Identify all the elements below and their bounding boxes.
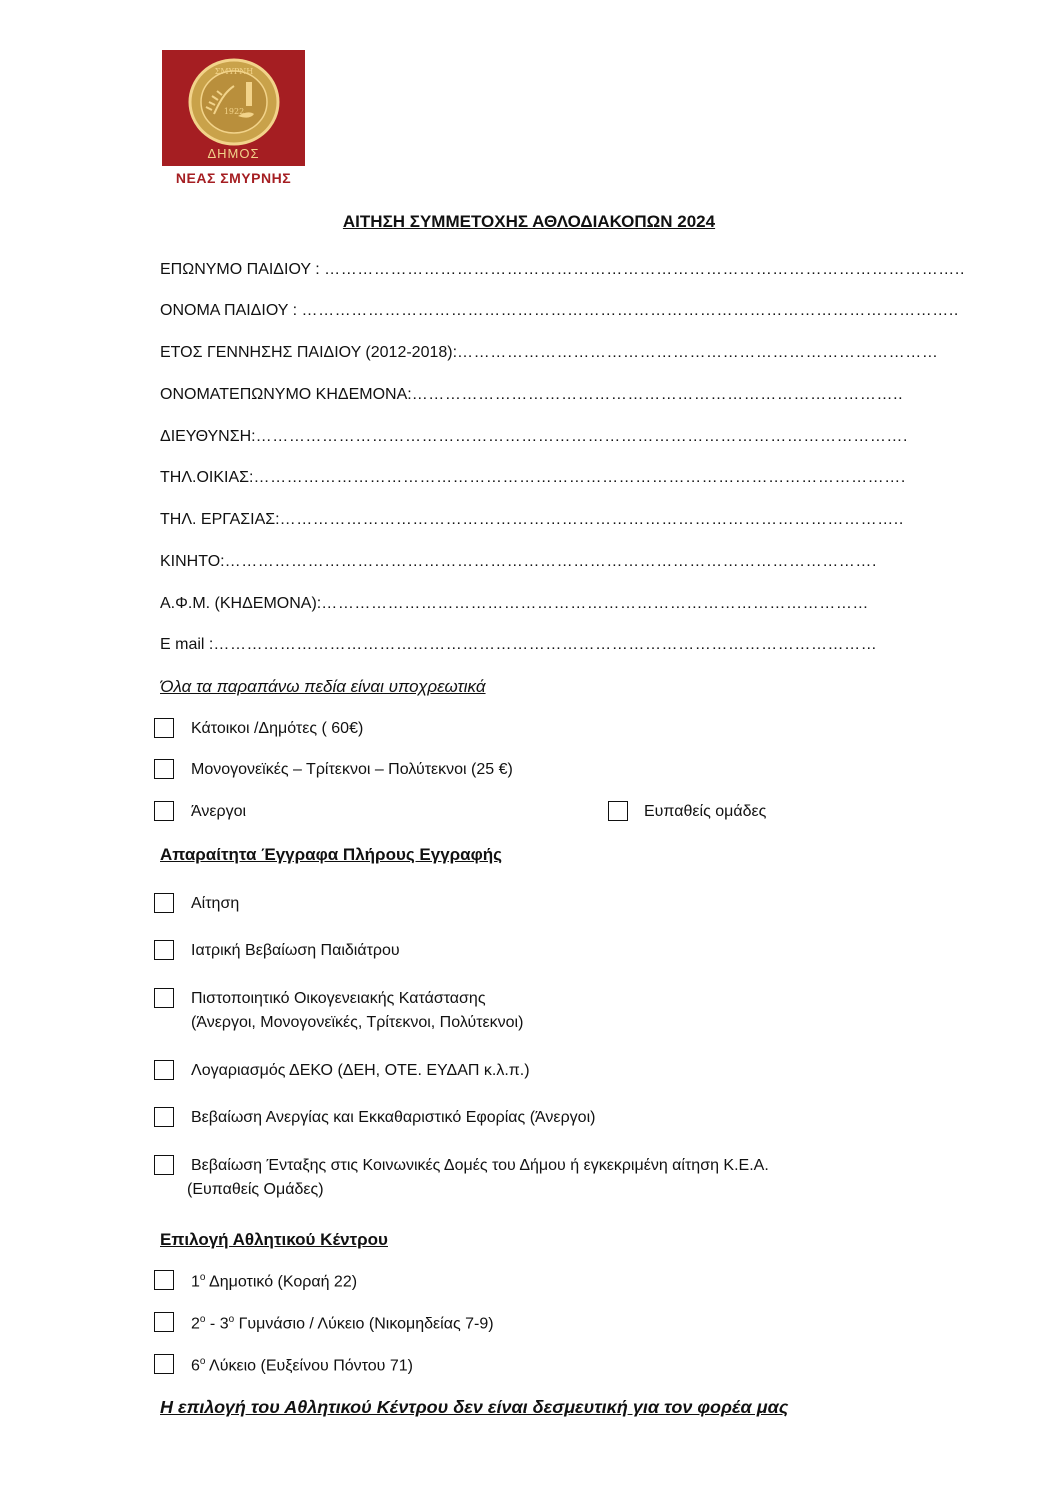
unemployment-cert-checkbox[interactable] bbox=[154, 1107, 174, 1127]
unemployed-label: Άνεργοι bbox=[191, 803, 247, 820]
application-label: Αίτηση bbox=[191, 895, 240, 912]
center-1-text: Δημοτικό (Κοραή 22) bbox=[205, 1273, 358, 1291]
municipality-logo bbox=[162, 50, 305, 188]
field-label: ΕΤΟΣ ΓΕΝΝΗΣΗΣ ΠΑΙΔΙΟΥ (2012-2018): bbox=[160, 344, 458, 361]
center-2-label bbox=[191, 1314, 494, 1333]
residents-checkbox[interactable] bbox=[154, 718, 174, 738]
unemployed-checkbox[interactable] bbox=[154, 801, 174, 821]
ordinal-suffix: ο bbox=[228, 1314, 235, 1325]
field-label: ΔΙΕΥΘΥΝΣΗ: bbox=[160, 428, 256, 445]
field-label: Α.Φ.Μ. (ΚΗΔΕΜΟΝΑ): bbox=[160, 595, 322, 612]
field-home-phone[interactable]: ΤΗΛ.ΟΙΚΙΑΣ:………………………………………………………………………………………………………. bbox=[160, 469, 906, 486]
documents-heading: Απαραίτητα Έγγραφα Πλήρους Εγγραφής bbox=[160, 845, 503, 864]
logo-city-label: ΝΕΑΣ ΣΜΥΡΝΗΣ bbox=[175, 170, 292, 186]
center-1-checkbox[interactable] bbox=[154, 1270, 174, 1290]
field-email[interactable]: E mail :………………………………………………………………………………………………………… bbox=[160, 636, 878, 653]
field-label: ΤΗΛ.ΟΙΚΙΑΣ: bbox=[160, 469, 254, 486]
field-label: ΕΠΩΝΥΜΟ ΠΑΙΔΙΟΥ : bbox=[160, 261, 325, 278]
single-parent-checkbox[interactable] bbox=[154, 759, 174, 779]
field-label: ΟΝΟΜΑΤΕΠΩΝΥΜΟ ΚΗΔΕΜΟΝΑ: bbox=[160, 386, 412, 403]
ordinal-suffix: ο bbox=[199, 1356, 206, 1367]
utility-bill-checkbox[interactable] bbox=[154, 1060, 174, 1080]
ordinal-suffix: ο bbox=[199, 1272, 206, 1283]
field-child-name[interactable]: ΟΝΟΜΑ ΠΑΙΔΙΟΥ : ……………………………………………………………………………………………………….. bbox=[160, 302, 959, 319]
application-checkbox[interactable] bbox=[154, 893, 174, 913]
medical-checkbox[interactable] bbox=[154, 940, 174, 960]
center-2-text: Γυμνάσιο / Λύκειο (Νικομηδείας 7-9) bbox=[234, 1315, 494, 1333]
field-label: ΟΝΟΜΑ ΠΑΙΔΙΟΥ : bbox=[160, 302, 302, 319]
family-status-label: Πιστοποιητικό Οικογενειακής Κατάστασης bbox=[191, 990, 486, 1007]
vulnerable-checkbox[interactable] bbox=[608, 801, 628, 821]
social-services-checkbox[interactable] bbox=[154, 1155, 174, 1175]
medical-label: Ιατρική Βεβαίωση Παιδιάτρου bbox=[191, 942, 400, 959]
logo-emblem-icon bbox=[184, 56, 284, 148]
family-status-checkbox[interactable] bbox=[154, 988, 174, 1008]
center-1-label bbox=[191, 1272, 357, 1291]
center-2-checkbox[interactable] bbox=[154, 1312, 174, 1332]
residents-label: Κάτοικοι /Δημότες ( 60€) bbox=[191, 720, 364, 737]
center-3-checkbox[interactable] bbox=[154, 1354, 174, 1374]
field-label: ΤΗΛ. ΕΡΓΑΣΙΑΣ: bbox=[160, 511, 280, 528]
family-status-note: (Άνεργοι, Μονογονεϊκές, Τρίτεκνοι, Πολύτεκνοι) bbox=[191, 1014, 524, 1031]
ordinal-number: 6 bbox=[191, 1357, 200, 1375]
field-child-surname[interactable]: ΕΠΩΝΥΜΟ ΠΑΙΔΙΟΥ : …………………………………………………………………………………………………….. bbox=[160, 261, 965, 278]
utility-bill-label: Λογαριασμός ΔΕΚΟ (ΔΕΗ, ΟΤΕ. ΕΥΔΑΠ κ.λ.π.) bbox=[191, 1062, 530, 1079]
single-parent-label: Μονογονεϊκές – Τρίτεκνοι – Πολύτεκνοι (25 €) bbox=[191, 761, 513, 778]
mandatory-note: Όλα τα παραπάνω πεδία είναι υποχρεωτικά bbox=[160, 677, 486, 696]
unemployment-cert-label: Βεβαίωση Ανεργίας και Εκκαθαριστικό Εφορίας (Άνεργοι) bbox=[191, 1109, 596, 1126]
field-label: E mail : bbox=[160, 636, 214, 653]
field-mobile[interactable]: ΚΙΝΗΤΟ:………………………………………………………………………………………………………. bbox=[160, 553, 878, 570]
field-label: ΚΙΝΗΤΟ: bbox=[160, 553, 225, 570]
ordinal-number: - 3 bbox=[205, 1315, 229, 1333]
center-3-label bbox=[191, 1356, 413, 1375]
ordinal-number: 2 bbox=[191, 1315, 200, 1333]
logo-year: 1922 bbox=[223, 107, 245, 116]
ordinal-number: 1 bbox=[191, 1273, 200, 1291]
field-guardian-name[interactable]: ΟΝΟΜΑΤΕΠΩΝΥΜΟ ΚΗΔΕΜΟΝΑ:…………………………………………………………………………….. bbox=[160, 386, 904, 403]
footer-note: Η επιλογή του Αθλητικού Κέντρου δεν είναι δεσμευτική για τον φορέα μας bbox=[160, 1397, 789, 1417]
field-work-phone[interactable]: ΤΗΛ. ΕΡΓΑΣΙΑΣ:………………………………………………………………………………………………….. bbox=[160, 511, 904, 528]
center-3-text: Λύκειο (Ευξείνου Πόντου 71) bbox=[205, 1357, 413, 1375]
social-services-label: Βεβαίωση Ένταξης στις Κοινωνικές Δομές του Δήμου ή εγκεκριμένη αίτηση Κ.Ε.Α. bbox=[191, 1157, 769, 1174]
field-address[interactable]: ΔΙΕΥΘΥΝΣΗ:………………………………………………………………………………………………………. bbox=[160, 428, 909, 445]
field-birth-year[interactable]: ΕΤΟΣ ΓΕΝΝΗΣΗΣ ΠΑΙΔΙΟΥ (2012-2018):…………………………………………………………………………… bbox=[160, 344, 939, 361]
logo-arc-text: ΣΜΥΡΝΗ bbox=[214, 67, 254, 76]
center-heading: Επιλογή Αθλητικού Κέντρου bbox=[160, 1230, 388, 1249]
field-tax-id[interactable]: Α.Φ.Μ. (ΚΗΔΕΜΟΝΑ):……………………………………………………………………………………… bbox=[160, 595, 870, 612]
form-title: ΑΙΤΗΣΗ ΣΥΜΜΕΤΟΧΗΣ ΑΘΛΟΔΙΑΚΟΠΩΝ 2024 bbox=[342, 212, 716, 231]
ordinal-suffix: ο bbox=[199, 1314, 206, 1325]
social-services-note: (Ευπαθείς Ομάδες) bbox=[187, 1181, 324, 1198]
logo-town-label: ΔΗΜΟΣ bbox=[207, 146, 260, 161]
vulnerable-label: Ευπαθείς ομάδες bbox=[644, 803, 767, 820]
